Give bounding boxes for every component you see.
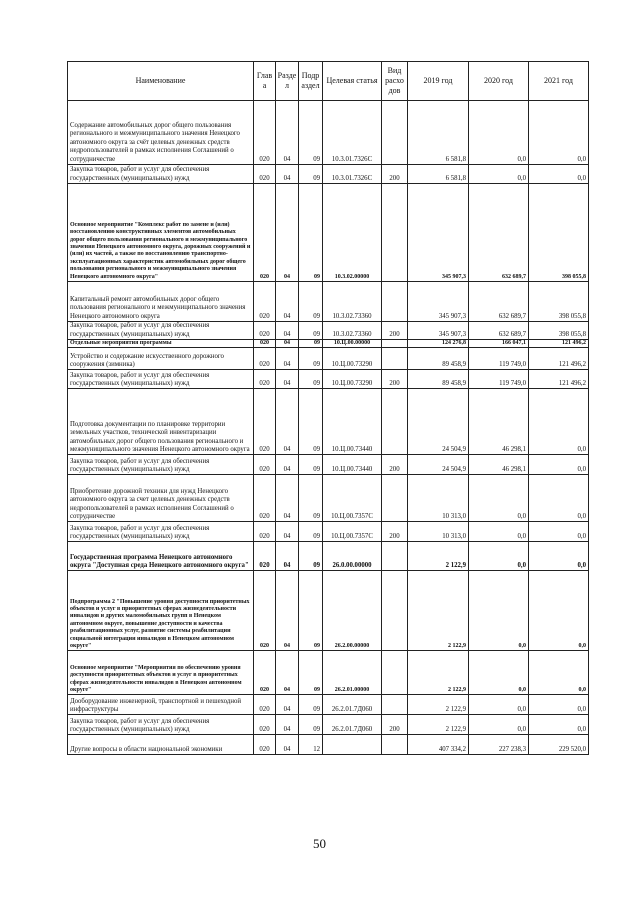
row-name: Основное мероприятие "Мероприятия по обеспечению уровня доступности приоритетных объектов и услуг в приоритетных сферах жизнедеятельности инвалидов в Ненецком автономном округе"	[68, 651, 254, 695]
row-target: 26.2.01.7Д060	[323, 715, 382, 735]
row-vid	[382, 101, 408, 165]
row-2020: 119 749,0	[469, 370, 529, 389]
row-glava: 020	[254, 389, 276, 455]
row-2019: 89 458,9	[408, 370, 469, 389]
row-razdel: 04	[276, 165, 299, 184]
row-razdel: 04	[276, 455, 299, 475]
row-target: 10.3.02.00000	[323, 184, 382, 282]
table-row	[68, 571, 589, 651]
row-2021: 398 055,8	[529, 184, 589, 282]
header-target: Целевая статья	[323, 62, 382, 101]
table-row	[68, 184, 589, 282]
header-2021: 2021 год	[529, 62, 589, 101]
row-2021: 0,0	[529, 522, 589, 542]
row-2021: 398 055,8	[529, 322, 589, 340]
header-podrazdel: Подр аздел	[299, 62, 323, 101]
row-2019: 10 313,0	[408, 475, 469, 522]
row-podrazdel: 09	[299, 340, 323, 348]
page-number: 50	[313, 836, 326, 851]
row-glava: 020	[254, 184, 276, 282]
row-2020: 0,0	[469, 542, 529, 571]
row-name: Приобретение дорожной техники для нужд Ненецкого автономного округа за счет целевых денежных средств недропользователей в рамках исполнения Соглашений о сотрудничестве	[68, 475, 254, 522]
row-2019: 2 122,9	[408, 651, 469, 695]
row-name: Закупка товаров, работ и услуг для обеспечения государственных (муниципальных) нужд	[68, 715, 254, 735]
table-row	[68, 475, 589, 522]
header-2020: 2020 год	[469, 62, 529, 101]
row-glava: 020	[254, 101, 276, 165]
row-podrazdel: 09	[299, 101, 323, 165]
row-2020: 0,0	[469, 715, 529, 735]
row-glava: 020	[254, 715, 276, 735]
header-2019: 2019 год	[408, 62, 469, 101]
row-2021: 121 496,2	[529, 370, 589, 389]
row-razdel: 04	[276, 522, 299, 542]
row-name: Закупка товаров, работ и услуг для обеспечения государственных (муниципальных) нужд	[68, 455, 254, 475]
row-target: 10.Ц.00.7357С	[323, 475, 382, 522]
row-2021: 0,0	[529, 542, 589, 571]
row-target: 10.Ц.00.73290	[323, 348, 382, 370]
row-podrazdel: 09	[299, 695, 323, 715]
row-2020: 0,0	[469, 522, 529, 542]
row-vid	[382, 389, 408, 455]
row-vid	[382, 542, 408, 571]
row-2020: 46 298,1	[469, 455, 529, 475]
row-name: Основное мероприятие "Комплекс работ по замене и (или) восстановлению конструктивных элементов автомобильных дорог общего пользования регионального и межмуниципального значения Ненецкого автономного округа, дорожных сооружений и (или) их частей, а также по восстановлению транспортно-эксплуатационных характеристик автомобильных дорог общего пользования регионального и межмуниципального значения Ненецкого автономного округа"	[68, 184, 254, 282]
header-razdel: Разде л	[276, 62, 299, 101]
row-vid: 200	[382, 715, 408, 735]
row-vid: 200	[382, 370, 408, 389]
row-2020: 119 749,0	[469, 348, 529, 370]
row-name: Государственная программа Ненецкого автономного округа "Доступная среда Ненецкого автономного округа"	[68, 542, 254, 571]
header-name: Наименование	[68, 62, 254, 101]
row-razdel: 04	[276, 735, 299, 755]
row-2020: 0,0	[469, 695, 529, 715]
table-row	[68, 370, 589, 389]
table-header-row	[68, 62, 589, 101]
table-row	[68, 348, 589, 370]
row-glava: 020	[254, 282, 276, 322]
row-vid	[382, 348, 408, 370]
row-target	[323, 735, 382, 755]
row-name: Отдельные мероприятия программы	[68, 340, 254, 348]
row-razdel: 04	[276, 389, 299, 455]
row-vid	[382, 282, 408, 322]
row-vid	[382, 735, 408, 755]
row-2021: 0,0	[529, 695, 589, 715]
row-razdel: 04	[276, 370, 299, 389]
table-row	[68, 695, 589, 715]
row-target: 26.2.01.00000	[323, 651, 382, 695]
row-2019: 124 276,8	[408, 340, 469, 348]
row-name: Закупка товаров, работ и услуг для обеспечения государственных (муниципальных) нужд	[68, 522, 254, 542]
row-target: 10.Ц.00.73440	[323, 389, 382, 455]
row-2021: 229 520,0	[529, 735, 589, 755]
row-name: Подготовка документации по планировке территории земельных участков, технической инвентаризации автомобильных дорог общего пользования регионального и межмуниципального значения Ненецкого автономного округа	[68, 389, 254, 455]
row-vid	[382, 184, 408, 282]
row-name: Закупка товаров, работ и услуг для обеспечения государственных (муниципальных) нужд	[68, 165, 254, 184]
row-podrazdel: 09	[299, 348, 323, 370]
budget-table	[67, 61, 589, 755]
row-target: 10.Ц.00.7357С	[323, 522, 382, 542]
row-glava: 020	[254, 455, 276, 475]
row-razdel: 04	[276, 475, 299, 522]
row-2020: 632 689,7	[469, 184, 529, 282]
row-razdel: 04	[276, 715, 299, 735]
row-glava: 020	[254, 475, 276, 522]
row-podrazdel: 09	[299, 571, 323, 651]
row-2020: 0,0	[469, 475, 529, 522]
row-glava: 020	[254, 165, 276, 184]
row-razdel: 04	[276, 695, 299, 715]
row-podrazdel: 09	[299, 282, 323, 322]
row-name: Закупка товаров, работ и услуг для обеспечения государственных (муниципальных) нужд	[68, 370, 254, 389]
table-row	[68, 522, 589, 542]
row-podrazdel: 12	[299, 735, 323, 755]
row-target: 10.Ц.00.73440	[323, 455, 382, 475]
row-2019: 6 581,8	[408, 165, 469, 184]
row-razdel: 04	[276, 322, 299, 340]
row-vid	[382, 475, 408, 522]
row-target: 26.0.00.00000	[323, 542, 382, 571]
row-razdel: 04	[276, 184, 299, 282]
row-target: 10.3.02.73360	[323, 322, 382, 340]
row-razdel: 04	[276, 571, 299, 651]
row-glava: 020	[254, 322, 276, 340]
row-2021: 0,0	[529, 715, 589, 735]
row-podrazdel: 09	[299, 475, 323, 522]
row-glava: 020	[254, 340, 276, 348]
row-2020: 0,0	[469, 165, 529, 184]
row-podrazdel: 09	[299, 715, 323, 735]
row-glava: 020	[254, 542, 276, 571]
row-glava: 020	[254, 370, 276, 389]
table-row	[68, 389, 589, 455]
table-row	[68, 322, 589, 340]
row-podrazdel: 09	[299, 322, 323, 340]
row-2019: 6 581,8	[408, 101, 469, 165]
row-glava: 020	[254, 348, 276, 370]
table-row	[68, 455, 589, 475]
row-2020: 632 689,7	[469, 322, 529, 340]
table-row	[68, 165, 589, 184]
row-glava: 020	[254, 522, 276, 542]
row-podrazdel: 09	[299, 522, 323, 542]
row-target: 10.Ц.00.73290	[323, 370, 382, 389]
row-glava: 020	[254, 571, 276, 651]
row-vid	[382, 340, 408, 348]
row-2021: 0,0	[529, 571, 589, 651]
row-2019: 2 122,9	[408, 571, 469, 651]
header-glava: Глав а	[254, 62, 276, 101]
row-razdel: 04	[276, 101, 299, 165]
row-razdel: 04	[276, 542, 299, 571]
row-2021: 0,0	[529, 455, 589, 475]
row-name: Другие вопросы в области национальной экономики	[68, 735, 254, 755]
row-2019: 2 122,9	[408, 715, 469, 735]
row-vid: 200	[382, 165, 408, 184]
row-target: 10.3.01.7326С	[323, 165, 382, 184]
row-razdel: 04	[276, 348, 299, 370]
row-glava: 020	[254, 651, 276, 695]
row-name: Устройство и содержание искусственного дорожного сооружения (зимника)	[68, 348, 254, 370]
row-glava: 020	[254, 735, 276, 755]
row-2019: 345 907,3	[408, 184, 469, 282]
row-2020: 632 689,7	[469, 282, 529, 322]
table-row	[68, 101, 589, 165]
table-row	[68, 542, 589, 571]
row-2021: 0,0	[529, 389, 589, 455]
row-2019: 89 458,9	[408, 348, 469, 370]
row-2020: 46 298,1	[469, 389, 529, 455]
row-podrazdel: 09	[299, 184, 323, 282]
row-vid	[382, 695, 408, 715]
row-vid	[382, 571, 408, 651]
row-2019: 10 313,0	[408, 522, 469, 542]
row-target: 26.2.00.00000	[323, 571, 382, 651]
row-2020: 0,0	[469, 651, 529, 695]
row-2019: 407 334,2	[408, 735, 469, 755]
row-2019: 24 504,9	[408, 389, 469, 455]
row-name: Содержание автомобильных дорог общего пользования регионального и межмуниципального значения Ненецкого автономного округа за счёт целевых денежных средств недропользователей в рамках исполнения Соглашений о сотрудничестве	[68, 101, 254, 165]
row-2020: 0,0	[469, 571, 529, 651]
row-2021: 0,0	[529, 101, 589, 165]
row-podrazdel: 09	[299, 165, 323, 184]
row-2021: 121 496,2	[529, 340, 589, 348]
row-razdel: 04	[276, 282, 299, 322]
row-target: 10.3.02.73360	[323, 282, 382, 322]
row-target: 10.Ц.00.00000	[323, 340, 382, 348]
row-name: Дооборудование инженерной, транспортной и пешеходной инфраструктуры	[68, 695, 254, 715]
row-vid	[382, 651, 408, 695]
row-razdel: 04	[276, 340, 299, 348]
row-vid: 200	[382, 522, 408, 542]
row-2020: 166 047,1	[469, 340, 529, 348]
row-name: Подпрограмма 2 "Повышение уровня доступности приоритетных объектов и услуг в приоритетных сферах жизнедеятельности инвалидов и других маломобильных групп в Ненецком автономном округе, повышение доступности и качества реабилитационных услуг, развитие системы реабилитации социальной интеграции инвалидов в Ненецком автономном округе"	[68, 571, 254, 651]
row-2019: 345 907,3	[408, 282, 469, 322]
row-2020: 227 238,3	[469, 735, 529, 755]
row-podrazdel: 09	[299, 389, 323, 455]
row-glava: 020	[254, 695, 276, 715]
row-2020: 0,0	[469, 101, 529, 165]
row-razdel: 04	[276, 651, 299, 695]
row-2021: 0,0	[529, 165, 589, 184]
table-row	[68, 651, 589, 695]
table-body	[68, 101, 589, 755]
row-podrazdel: 09	[299, 455, 323, 475]
table-row	[68, 340, 589, 348]
row-target: 10.3.01.7326С	[323, 101, 382, 165]
row-name: Закупка товаров, работ и услуг для обеспечения государственных (муниципальных) нужд	[68, 322, 254, 340]
row-2021: 121 496,2	[529, 348, 589, 370]
row-vid: 200	[382, 455, 408, 475]
row-2019: 345 907,3	[408, 322, 469, 340]
row-2019: 2 122,9	[408, 695, 469, 715]
table-row	[68, 282, 589, 322]
row-2021: 0,0	[529, 475, 589, 522]
row-podrazdel: 09	[299, 370, 323, 389]
row-2019: 24 504,9	[408, 455, 469, 475]
row-podrazdel: 09	[299, 542, 323, 571]
table-row	[68, 715, 589, 735]
row-name: Капитальный ремонт автомобильных дорог общего пользования регионального и межмуниципального значения Ненецкого автономного округа	[68, 282, 254, 322]
row-2021: 398 055,8	[529, 282, 589, 322]
row-2021: 0,0	[529, 651, 589, 695]
row-vid: 200	[382, 322, 408, 340]
row-podrazdel: 09	[299, 651, 323, 695]
row-target: 26.2.01.7Д060	[323, 695, 382, 715]
row-2019: 2 122,9	[408, 542, 469, 571]
table-row	[68, 735, 589, 755]
header-vid: Вид расхо дов	[382, 62, 408, 101]
